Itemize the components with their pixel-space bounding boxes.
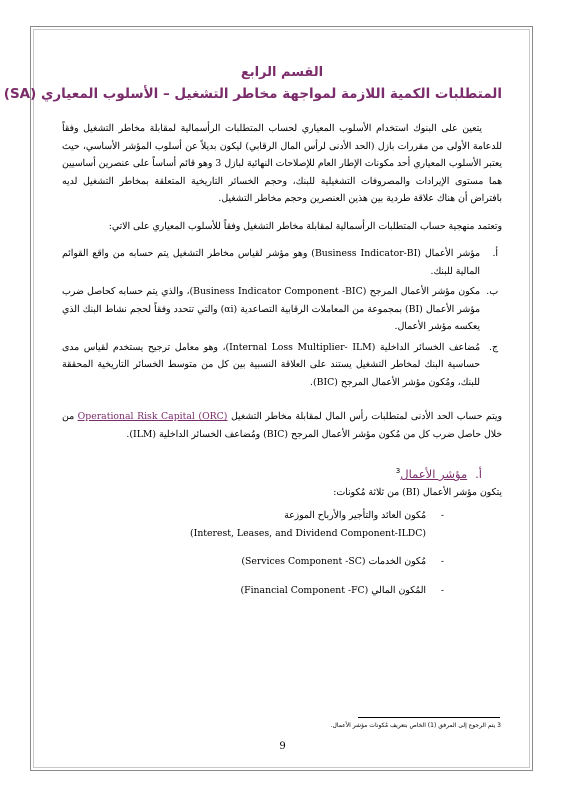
page-title: المتطلبات الكمية اللازمة لمواجهة مخاطر التشغيل – الأسلوب المعياري (SA) [3, 86, 502, 102]
list-letter: أ. [492, 248, 498, 259]
footnote: 3 يتم الرجوع إلى المرفق (1) الخاص بتعريف مُكونات مؤشر الأعمال. [330, 722, 501, 729]
orc-text-after: من خلال حاصل ضرب كل من مُكون مؤشر الأعمال المرجح (BIC) ومُضاعف الخسائر الداخلية (ILM). [62, 411, 502, 440]
dash-bullet: - [440, 556, 444, 568]
methodology-intro: وتعتمد منهجية حساب المتطلبات الرأسمالية لمقابلة مخاطر التشغيل وفقاً للأسلوب المعياري على الاتي: [108, 220, 502, 232]
orc-text-before: ويتم حساب الحد الأدنى لمتطلبات رأس المال لمقابلة مخاطر التشغيل [227, 411, 502, 422]
list-item-text: مكون مؤشر الأعمال المرجح (Business Indicator Component -BIC)، والذي يتم حسابه كحاصل ضرب مؤشر الأعمال (BI) بمجموعة من المعاملات الرقابية التصاعدية (αi) والتي تتحدد وفقاً لحجم نشاط البنك الذي يعكسه مؤشر الأعمال. [62, 286, 480, 332]
component-english: (Services Component -SC) [241, 556, 366, 568]
list-item-text: مُضاعف الخسائر الداخلية (Internal Loss Multiplier- ILM)، وهو معامل ترجيح يستخدم لقياس مدى حساسية البنك لمخاطر التشغيل يستند على العلاقة النسبية بين كل من متوسط الخسائر التاريخية المحققة للبنك، ومُكون مؤشر الأعمال المرجح (BIC). [62, 341, 480, 388]
list-letter: ج. [489, 341, 498, 353]
list-item-text: مؤشر الأعمال (Business Indicator-BI) وهو مؤشر لقياس مخاطر التشغيل يتم حسابه من واقع القوائم المالية للبنك. [62, 248, 480, 277]
orc-link[interactable]: Operational Risk Capital (ORC) [77, 411, 228, 422]
list-item [62, 283, 502, 336]
subsection-number: أ. [475, 466, 482, 481]
intro-paragraph: يتعين على البنوك استخدام الأسلوب المعياري لحساب المتطلبات الرأسمالية لمقابلة مخاطر التشغيل وفقاً للدعامة الأولى من مقررات بازل (الحد الأدنى لرأس المال الرقابي) ليكون بديلاً عن أسلوب المؤشر الأساسي، حيث يعتبر الأسلوب المعياري أحد مكونات الإطار العام للإصلاحات النهائية لبازل 3 وهو قائم أساساً على عنصرين أساسيين هما مستوى الإيرادات والمصروفات التشغيلية للبنك، وحجم الخسائر التاريخية المتعلقة بمخاطر التشغيل لديه بافتراض أن هناك علاقة طردية بين هذين العنصرين وحجم مخاطر التشغيل. [62, 123, 502, 204]
list-letter: ب. [486, 286, 498, 297]
orc-paragraph [62, 408, 502, 443]
component-english: (Interest, Leases, and Dividend Component-ILDC) [190, 527, 426, 539]
component-item [62, 553, 444, 571]
components-list [62, 507, 502, 599]
component-english: (Financial Component -FC) [240, 584, 369, 596]
component-item [62, 507, 444, 542]
components-intro: يتكون مؤشر الأعمال (BI) من ثلاثة مُكونات: [333, 486, 502, 498]
methodology-list [62, 245, 502, 391]
subsection-title: مؤشر الأعمال [400, 466, 468, 481]
list-item [62, 245, 502, 280]
dash-bullet: - [440, 510, 444, 522]
list-item [62, 339, 502, 392]
page-content [3, 64, 502, 610]
page-number: 9 [279, 741, 286, 752]
component-arabic: المُكون المالي [371, 584, 426, 596]
footnote-reference[interactable]: 3 [395, 467, 401, 475]
dash-bullet: - [440, 584, 444, 596]
component-arabic: مُكون الخدمات [368, 556, 426, 568]
component-item [62, 582, 444, 600]
subsection-heading [62, 461, 502, 484]
section-label: القسم الرابع [240, 65, 324, 80]
footnote-divider [358, 717, 500, 718]
component-arabic: مُكون العائد والتأجير والأرباح الموزعة [284, 510, 426, 522]
